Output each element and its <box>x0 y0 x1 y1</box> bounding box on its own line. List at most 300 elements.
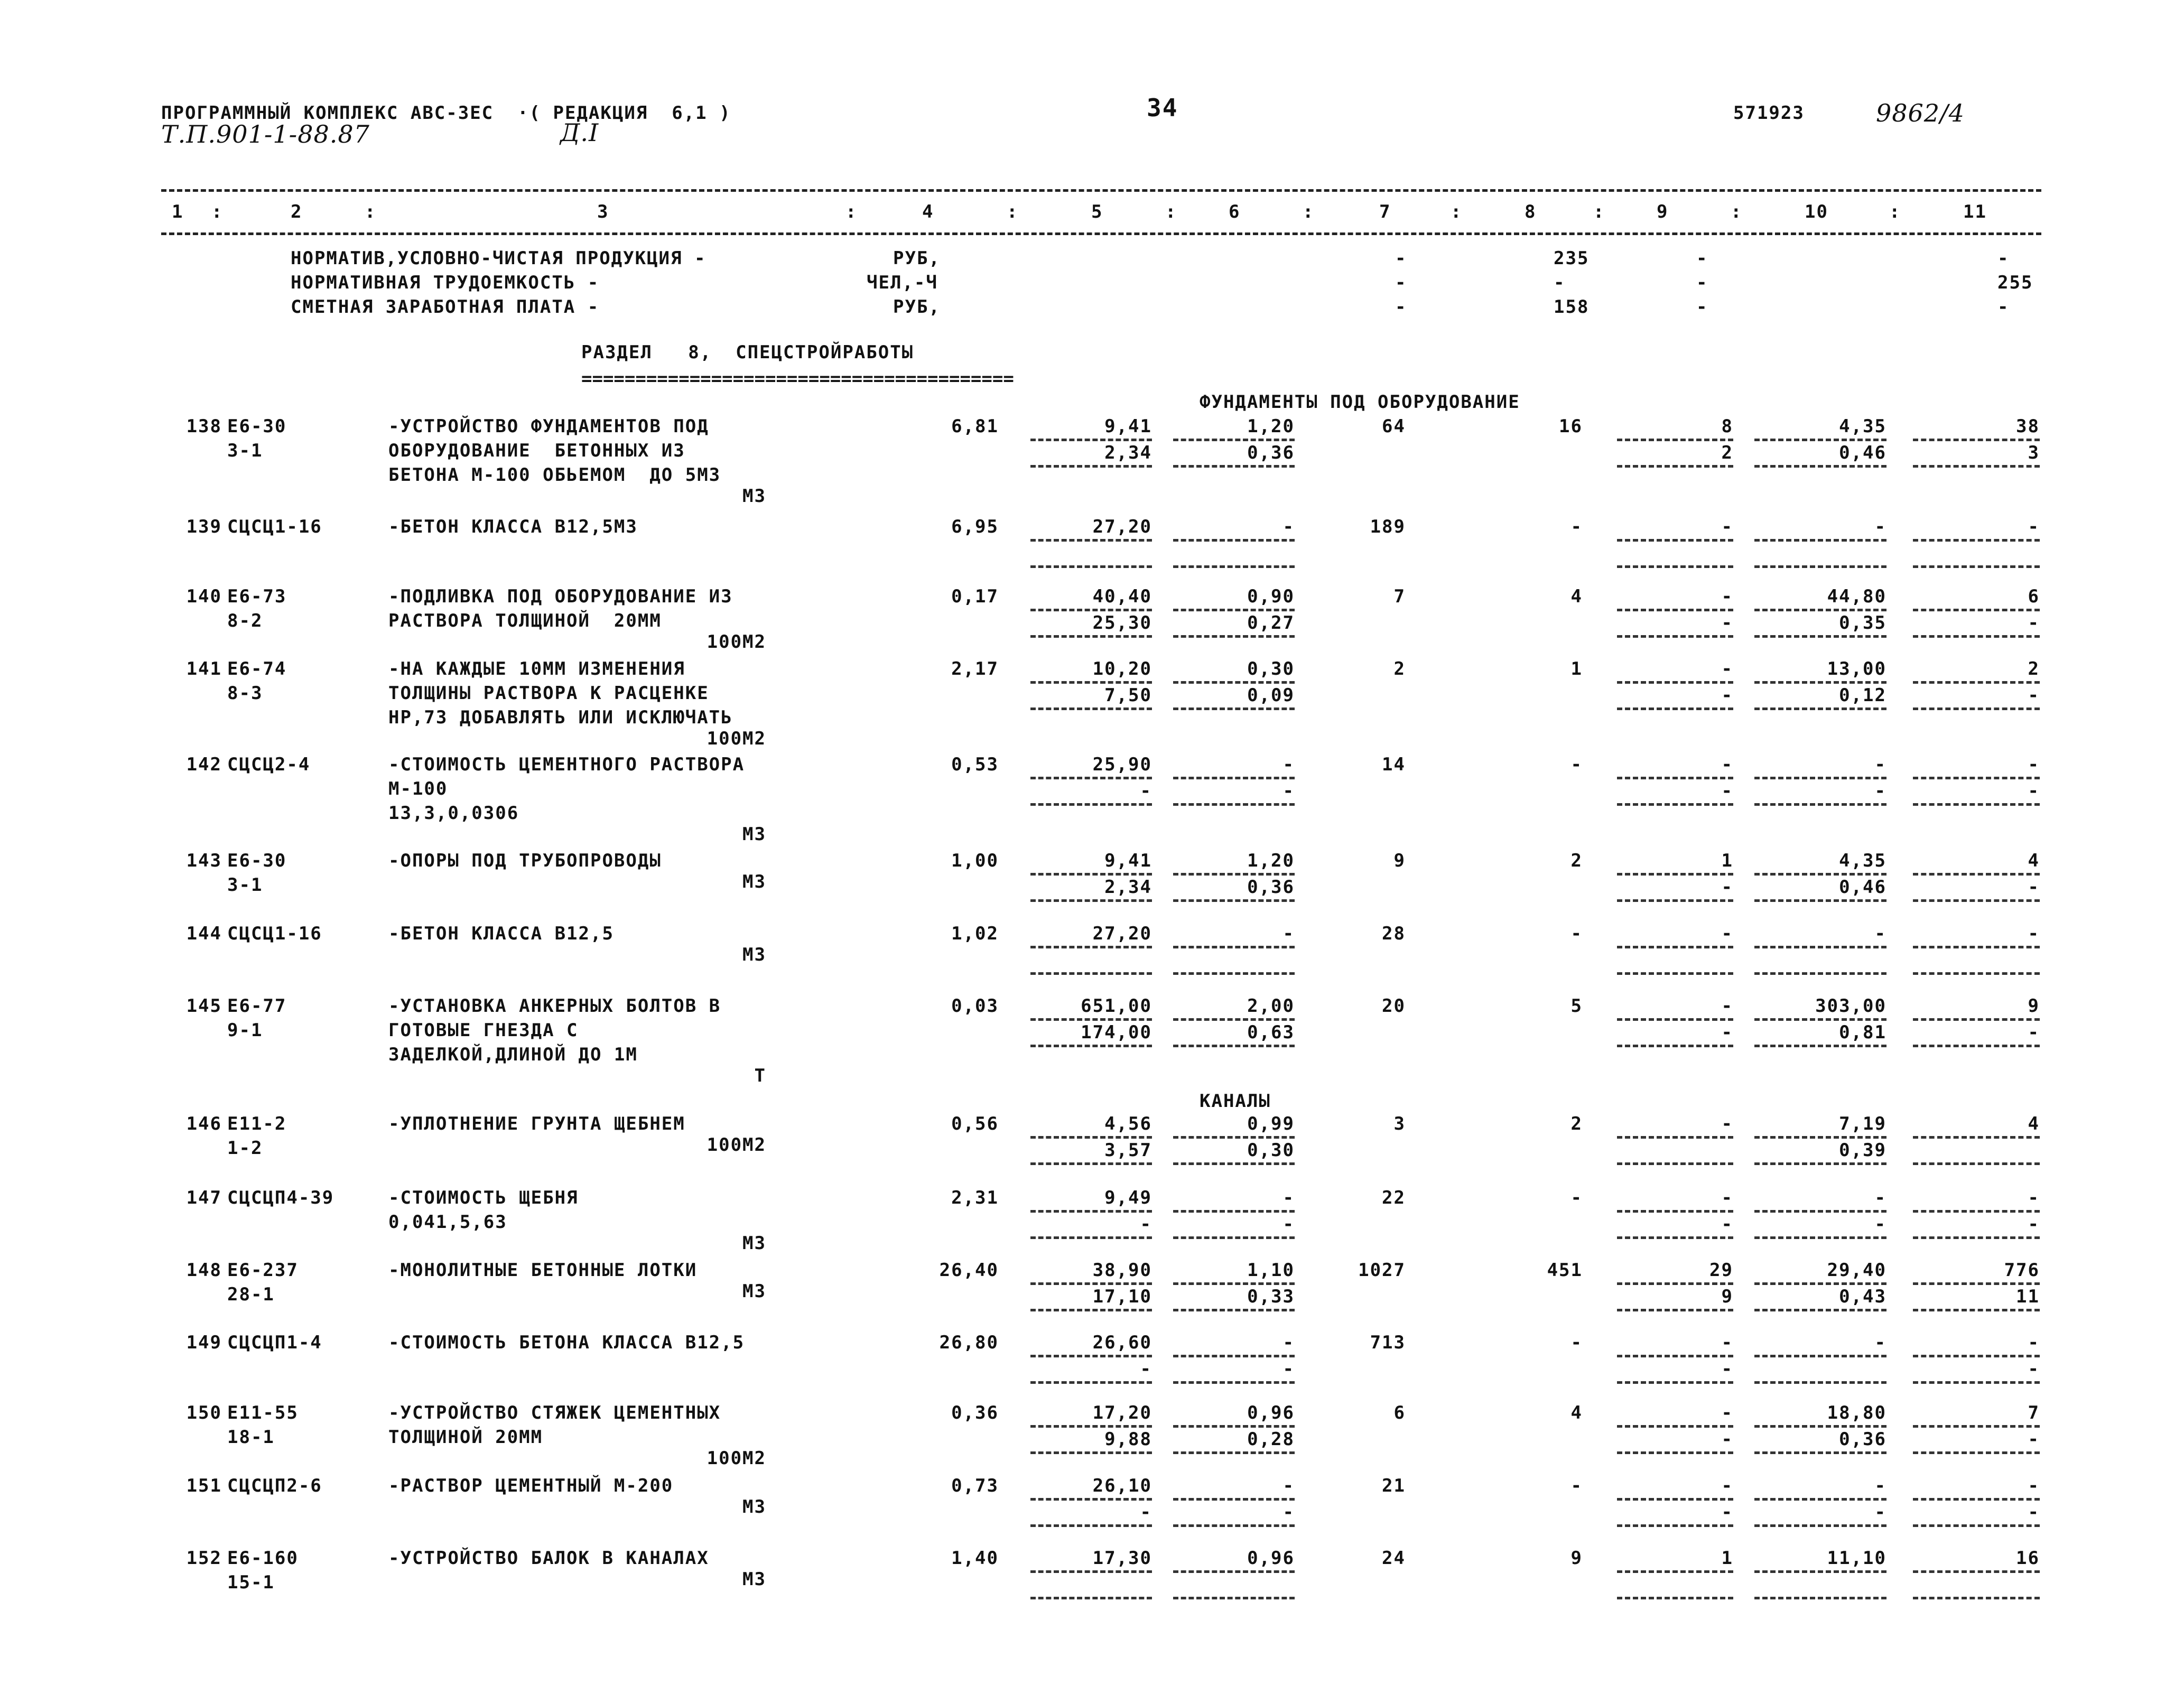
value-c11: 7 <box>2028 1402 2040 1423</box>
row-unit: М3 <box>742 1281 766 1302</box>
row-number: 139 <box>186 516 222 537</box>
value-c11b: 11 <box>2016 1286 2040 1307</box>
value-c6: - <box>1282 1475 1295 1496</box>
value-c8: 2 <box>1570 1113 1583 1134</box>
value-c5b: 25,30 <box>1092 612 1152 634</box>
cell-underline <box>1030 1355 1152 1357</box>
value-c11: 9 <box>2028 995 2040 1017</box>
cell-underline <box>1913 1018 2040 1021</box>
row-description: ТОЛЩИНЫ РАСТВОРА К РАСЦЕНКЕ <box>388 683 709 704</box>
value-c7: 9 <box>1393 850 1406 871</box>
value-c6b: - <box>1282 1214 1295 1235</box>
cell-underline <box>1913 1570 2040 1573</box>
col-num-4: 4 <box>922 201 934 222</box>
value-c9: 8 <box>1721 416 1733 437</box>
row-unit: М3 <box>742 1496 766 1518</box>
cell-underline <box>1617 777 1733 779</box>
cell-underline <box>1913 1425 2040 1428</box>
cell-underline <box>1754 1597 1886 1599</box>
cell-underline <box>1754 1425 1886 1428</box>
row-unit: Т <box>754 1065 766 1086</box>
cell-underline <box>1030 1425 1152 1428</box>
cell-underline <box>1617 1498 1733 1501</box>
value-c7: 1027 <box>1358 1260 1406 1281</box>
value-c8: 4 <box>1570 586 1583 607</box>
summary-c11: 255 <box>1997 272 2033 293</box>
value-c5: 26,10 <box>1092 1475 1152 1496</box>
rate-code: СЦСЦ2-4 <box>227 754 311 775</box>
value-c11: 38 <box>2016 416 2040 437</box>
rate-code-sub: 3-1 <box>227 440 263 461</box>
cell-underline <box>1617 1236 1733 1239</box>
value-c11b: - <box>2028 1429 2040 1450</box>
row-number: 149 <box>186 1332 222 1353</box>
value-c7: 22 <box>1382 1187 1406 1208</box>
cell-underline <box>1617 1309 1733 1311</box>
row-description: -МОНОЛИТНЫЕ БЕТОННЫЕ ЛОТКИ <box>388 1260 698 1281</box>
cell-underline <box>1030 439 1152 441</box>
cell-underline <box>1617 803 1733 806</box>
value-c11: 2 <box>2028 658 2040 679</box>
cell-underline <box>1913 1236 2040 1239</box>
row-unit: 100М2 <box>707 1134 766 1156</box>
value-c11: 4 <box>2028 1113 2040 1134</box>
cell-underline <box>1173 565 1295 568</box>
value-c9: 1 <box>1721 1548 1733 1569</box>
col-sep: : <box>1165 201 1177 222</box>
value-c5: 27,20 <box>1092 923 1152 944</box>
value-c9: - <box>1721 923 1733 944</box>
value-c5b: 174,00 <box>1081 1022 1152 1043</box>
value-c8: - <box>1570 1475 1583 1496</box>
cell-underline <box>1617 1282 1733 1285</box>
cell-underline <box>1754 1018 1886 1021</box>
value-c6: - <box>1282 923 1295 944</box>
cell-underline <box>1913 707 2040 710</box>
value-c10b: 0,36 <box>1839 1429 1886 1450</box>
value-c9: 1 <box>1721 850 1733 871</box>
rate-code-sub: 18-1 <box>227 1427 275 1448</box>
value-c8: - <box>1570 516 1583 537</box>
value-c5: 38,90 <box>1092 1260 1152 1281</box>
cell-underline <box>1754 1136 1886 1139</box>
cell-underline <box>1030 1136 1152 1139</box>
program-header: ПРОГРАММНЫЙ КОМПЛЕКС АВС-ЗЕС ·( РЕДАКЦИЯ 6,1 ) <box>161 103 731 124</box>
summary-c8: 235 <box>1554 248 1590 269</box>
cell-underline <box>1617 1018 1733 1021</box>
cell-underline <box>1173 972 1295 975</box>
quantity: 0,56 <box>951 1113 999 1134</box>
value-c8: 1 <box>1570 658 1583 679</box>
cell-underline <box>1754 1524 1886 1527</box>
value-c6: 0,90 <box>1247 586 1295 607</box>
value-c6b: - <box>1282 780 1295 802</box>
value-c6b: 0,28 <box>1247 1429 1295 1450</box>
cell-underline <box>1617 681 1733 684</box>
value-c11: - <box>2028 923 2040 944</box>
value-c10: 11,10 <box>1827 1548 1886 1569</box>
col-sep: : <box>1303 201 1315 222</box>
cell-underline <box>1173 1018 1295 1021</box>
value-c9b: - <box>1721 1502 1733 1523</box>
cell-underline <box>1754 972 1886 975</box>
value-c11b: 3 <box>2028 442 2040 463</box>
document-number: 571923 <box>1733 103 1805 124</box>
cell-underline <box>1617 1425 1733 1428</box>
cell-underline <box>1754 1570 1886 1573</box>
value-c7: 20 <box>1382 995 1406 1017</box>
cell-underline <box>1913 1381 2040 1384</box>
value-c10: - <box>1874 754 1886 775</box>
rate-code-sub: 8-2 <box>227 610 263 631</box>
value-c8: 4 <box>1570 1402 1583 1423</box>
value-c6: - <box>1282 1332 1295 1353</box>
value-c8: 5 <box>1570 995 1583 1017</box>
cell-underline <box>1173 803 1295 806</box>
cell-underline <box>1913 465 2040 468</box>
col-sep: : <box>1007 201 1019 222</box>
cell-underline <box>1913 1162 2040 1165</box>
cell-underline <box>1754 609 1886 611</box>
quantity: 2,17 <box>951 658 999 679</box>
summary-label: НОРМАТИВНАЯ ТРУДОЕМКОСТЬ - <box>291 272 600 293</box>
value-c11: - <box>2028 754 2040 775</box>
row-number: 141 <box>186 658 222 679</box>
value-c7: 7 <box>1393 586 1406 607</box>
cell-underline <box>1030 1282 1152 1285</box>
value-c7: 2 <box>1393 658 1406 679</box>
cell-underline <box>1173 1381 1295 1384</box>
cell-underline <box>1913 1309 2040 1311</box>
row-number: 144 <box>186 923 222 944</box>
value-c6: 1,10 <box>1247 1260 1295 1281</box>
value-c7: 189 <box>1370 516 1406 537</box>
cell-underline <box>1173 1570 1295 1573</box>
cell-underline <box>1030 1236 1152 1239</box>
value-c10: 4,35 <box>1839 416 1886 437</box>
summary-c11: - <box>1997 248 2010 269</box>
cell-underline <box>1030 707 1152 710</box>
row-description: ОБОРУДОВАНИЕ БЕТОННЫХ ИЗ <box>388 440 685 461</box>
value-c5: 17,20 <box>1092 1402 1152 1423</box>
value-c11: 16 <box>2016 1548 2040 1569</box>
cell-underline <box>1030 1018 1152 1021</box>
value-c10: 13,00 <box>1827 658 1886 679</box>
section-title-underline: ======================================== <box>581 368 1014 389</box>
cell-underline <box>1173 777 1295 779</box>
rate-code: СЦСЦП2-6 <box>227 1475 322 1496</box>
col-num-5: 5 <box>1091 201 1103 222</box>
cell-underline <box>1173 1282 1295 1285</box>
value-c9b: - <box>1721 1022 1733 1043</box>
cell-underline <box>1173 707 1295 710</box>
value-c10: - <box>1874 1475 1886 1496</box>
value-c6: - <box>1282 754 1295 775</box>
cell-underline <box>1913 1498 2040 1501</box>
header-top-rule <box>161 189 2041 192</box>
cell-underline <box>1030 899 1152 902</box>
row-unit: М3 <box>742 824 766 845</box>
cell-underline <box>1913 803 2040 806</box>
cell-underline <box>1173 1136 1295 1139</box>
cell-underline <box>1030 1451 1152 1454</box>
rate-code-sub: 9-1 <box>227 1020 263 1041</box>
subsection-channels: КАНАЛЫ <box>1200 1091 1271 1112</box>
cell-underline <box>1030 803 1152 806</box>
summary-label: СМЕТНАЯ ЗАРАБОТНАЯ ПЛАТА - <box>291 296 600 318</box>
value-c10: 303,00 <box>1815 995 1886 1017</box>
col-sep: : <box>1451 201 1463 222</box>
value-c10: 44,80 <box>1827 586 1886 607</box>
cell-underline <box>1754 777 1886 779</box>
cell-underline <box>1754 1381 1886 1384</box>
cell-underline <box>1173 539 1295 542</box>
value-c10: - <box>1874 1332 1886 1353</box>
value-c10: 18,80 <box>1827 1402 1886 1423</box>
cell-underline <box>1173 873 1295 876</box>
cell-underline <box>1617 1162 1733 1165</box>
row-description: -ПОДЛИВКА ПОД ОБОРУДОВАНИЕ ИЗ <box>388 586 733 607</box>
value-c5: 25,90 <box>1092 754 1152 775</box>
col-num-6: 6 <box>1229 201 1241 222</box>
value-c5: 40,40 <box>1092 586 1152 607</box>
row-description: -СТОИМОСТЬ ЩЕБНЯ <box>388 1187 579 1208</box>
rate-code: Е6-30 <box>227 416 287 437</box>
value-c9b: - <box>1721 877 1733 898</box>
value-c11: 4 <box>2028 850 2040 871</box>
value-c5b: 17,10 <box>1092 1286 1152 1307</box>
cell-underline <box>1913 1524 2040 1527</box>
value-c5b: 3,57 <box>1104 1140 1152 1161</box>
value-c6: 0,30 <box>1247 658 1295 679</box>
cell-underline <box>1030 465 1152 468</box>
cell-underline <box>1754 539 1886 542</box>
cell-underline <box>1913 1355 2040 1357</box>
cell-underline <box>1173 1236 1295 1239</box>
value-c7: 6 <box>1393 1402 1406 1423</box>
value-c10: 7,19 <box>1839 1113 1886 1134</box>
cell-underline <box>1913 1597 2040 1599</box>
quantity: 6,81 <box>951 416 999 437</box>
value-c11: - <box>2028 1187 2040 1208</box>
cell-underline <box>1754 946 1886 948</box>
value-c11: 6 <box>2028 586 2040 607</box>
value-c6: 0,99 <box>1247 1113 1295 1134</box>
value-c5: 10,20 <box>1092 658 1152 679</box>
value-c11b: - <box>2028 877 2040 898</box>
summary-c7: - <box>1395 296 1407 318</box>
value-c8: - <box>1570 1187 1583 1208</box>
row-description: ЗАДЕЛКОЙ,ДЛИНОЙ ДО 1М <box>388 1044 638 1065</box>
cell-underline <box>1173 1309 1295 1311</box>
value-c9b: - <box>1721 1429 1733 1450</box>
cell-underline <box>1173 681 1295 684</box>
cell-underline <box>1030 539 1152 542</box>
row-description: ГОТОВЫЕ ГНЕЗДА С <box>388 1020 579 1041</box>
cell-underline <box>1030 565 1152 568</box>
value-c11: - <box>2028 1475 2040 1496</box>
value-c9: - <box>1721 1332 1733 1353</box>
cell-underline <box>1913 777 2040 779</box>
cell-underline <box>1030 609 1152 611</box>
cell-underline <box>1617 1210 1733 1213</box>
row-number: 151 <box>186 1475 222 1496</box>
quantity: 1,02 <box>951 923 999 944</box>
value-c10b: 0,12 <box>1839 685 1886 706</box>
value-c9: - <box>1721 754 1733 775</box>
cell-underline <box>1173 946 1295 948</box>
cell-underline <box>1173 1498 1295 1501</box>
cell-underline <box>1030 777 1152 779</box>
cell-underline <box>1913 899 2040 902</box>
value-c11: - <box>2028 1332 2040 1353</box>
value-c7: 21 <box>1382 1475 1406 1496</box>
cell-underline <box>1617 1524 1733 1527</box>
value-c9b: - <box>1721 612 1733 634</box>
rate-code-sub: 28-1 <box>227 1284 275 1305</box>
col-num-8: 8 <box>1525 201 1537 222</box>
rate-code-sub: 8-3 <box>227 683 263 704</box>
cell-underline <box>1913 1045 2040 1047</box>
row-number: 140 <box>186 586 222 607</box>
value-c10b: 0,43 <box>1839 1286 1886 1307</box>
row-unit: М3 <box>742 1233 766 1254</box>
cell-underline <box>1030 1309 1152 1311</box>
value-c8: - <box>1570 754 1583 775</box>
cell-underline <box>1617 946 1733 948</box>
row-description: -НА КАЖДЫЕ 10ММ ИЗМЕНЕНИЯ <box>388 658 685 679</box>
value-c9b: - <box>1721 1358 1733 1380</box>
cell-underline <box>1754 1045 1886 1047</box>
row-description: -УСТРОЙСТВО БАЛОК В КАНАЛАХ <box>388 1548 709 1569</box>
value-c10b: - <box>1874 780 1886 802</box>
rate-code: СЦСЦП4-39 <box>227 1187 334 1208</box>
row-number: 147 <box>186 1187 222 1208</box>
cell-underline <box>1913 539 2040 542</box>
value-c11b: - <box>2028 780 2040 802</box>
value-c11b: - <box>2028 1358 2040 1380</box>
row-description: 13,3,0,0306 <box>388 803 519 824</box>
row-unit: М3 <box>742 1569 766 1590</box>
cell-underline <box>1173 1162 1295 1165</box>
cell-underline <box>1754 439 1886 441</box>
cell-underline <box>1173 439 1295 441</box>
value-c6b: 0,33 <box>1247 1286 1295 1307</box>
row-number: 148 <box>186 1260 222 1281</box>
rate-code: Е6-77 <box>227 995 287 1017</box>
cell-underline <box>1754 1236 1886 1239</box>
value-c6: - <box>1282 1187 1295 1208</box>
cell-underline <box>1617 1570 1733 1573</box>
row-unit: М3 <box>742 486 766 507</box>
rate-code: Е6-237 <box>227 1260 299 1281</box>
value-c6b: 0,36 <box>1247 877 1295 898</box>
cell-underline <box>1913 1210 2040 1213</box>
col-num-3: 3 <box>597 201 609 222</box>
quantity: 26,40 <box>939 1260 999 1281</box>
cell-underline <box>1617 539 1733 542</box>
cell-underline <box>1617 635 1733 638</box>
cell-underline <box>1030 1570 1152 1573</box>
value-c6b: - <box>1282 1502 1295 1523</box>
row-description: -УПЛОТНЕНИЕ ГРУНТА ЩЕБНЕМ <box>388 1113 685 1134</box>
col-sep: : <box>1593 201 1605 222</box>
value-c6: 1,20 <box>1247 850 1295 871</box>
value-c5b: 9,88 <box>1104 1429 1152 1450</box>
cell-underline <box>1617 565 1733 568</box>
rate-code: Е6-73 <box>227 586 287 607</box>
cell-underline <box>1754 707 1886 710</box>
value-c6b: - <box>1282 1358 1295 1380</box>
cell-underline <box>1030 873 1152 876</box>
row-unit: 100М2 <box>707 728 766 749</box>
row-unit: 100М2 <box>707 631 766 653</box>
value-c7: 3 <box>1393 1113 1406 1134</box>
value-c11b: - <box>2028 685 2040 706</box>
value-c5: 9,41 <box>1104 416 1152 437</box>
value-c6b: 0,27 <box>1247 612 1295 634</box>
quantity: 1,40 <box>951 1548 999 1569</box>
value-c9b: - <box>1721 1214 1733 1235</box>
col-num-2: 2 <box>291 201 303 222</box>
value-c9: 29 <box>1709 1260 1733 1281</box>
value-c10b: 0,46 <box>1839 442 1886 463</box>
value-c10b: 0,46 <box>1839 877 1886 898</box>
value-c10: - <box>1874 923 1886 944</box>
cell-underline <box>1913 972 2040 975</box>
cell-underline <box>1030 1597 1152 1599</box>
cell-underline <box>1754 803 1886 806</box>
value-c6: 2,00 <box>1247 995 1295 1017</box>
cell-underline <box>1913 681 2040 684</box>
value-c9b: 9 <box>1721 1286 1733 1307</box>
value-c9: - <box>1721 658 1733 679</box>
value-c9: - <box>1721 1187 1733 1208</box>
row-description: М-100 <box>388 778 448 799</box>
value-c5: 9,49 <box>1104 1187 1152 1208</box>
summary-c9: - <box>1696 296 1708 318</box>
col-sep: : <box>845 201 858 222</box>
value-c5b: 2,34 <box>1104 877 1152 898</box>
project-number-handwritten: Т.П.901-1-88.87 <box>161 120 370 148</box>
value-c10b: 0,81 <box>1839 1022 1886 1043</box>
col-sep: : <box>1889 201 1901 222</box>
cell-underline <box>1030 681 1152 684</box>
summary-c7: - <box>1395 248 1407 269</box>
summary-c11: - <box>1997 296 2010 318</box>
value-c6b: 0,09 <box>1247 685 1295 706</box>
summary-c8: 158 <box>1554 296 1590 318</box>
cell-underline <box>1754 1498 1886 1501</box>
row-description: -БЕТОН КЛАССА В12,5 <box>388 923 614 944</box>
value-c6b: 0,30 <box>1247 1140 1295 1161</box>
value-c8: 16 <box>1559 416 1583 437</box>
cell-underline <box>1617 465 1733 468</box>
cell-underline <box>1030 1498 1152 1501</box>
cell-underline <box>1173 899 1295 902</box>
rate-code-sub: 3-1 <box>227 874 263 896</box>
cell-underline <box>1754 1451 1886 1454</box>
column-number-row <box>161 197 2042 228</box>
value-c8: - <box>1570 923 1583 944</box>
summary-unit: РУБ, <box>893 248 941 269</box>
value-c9: - <box>1721 586 1733 607</box>
value-c8: 451 <box>1547 1260 1583 1281</box>
rate-code: Е11-2 <box>227 1113 287 1134</box>
summary-c7: - <box>1395 272 1407 293</box>
cell-underline <box>1173 609 1295 611</box>
summary-c9: - <box>1696 272 1708 293</box>
